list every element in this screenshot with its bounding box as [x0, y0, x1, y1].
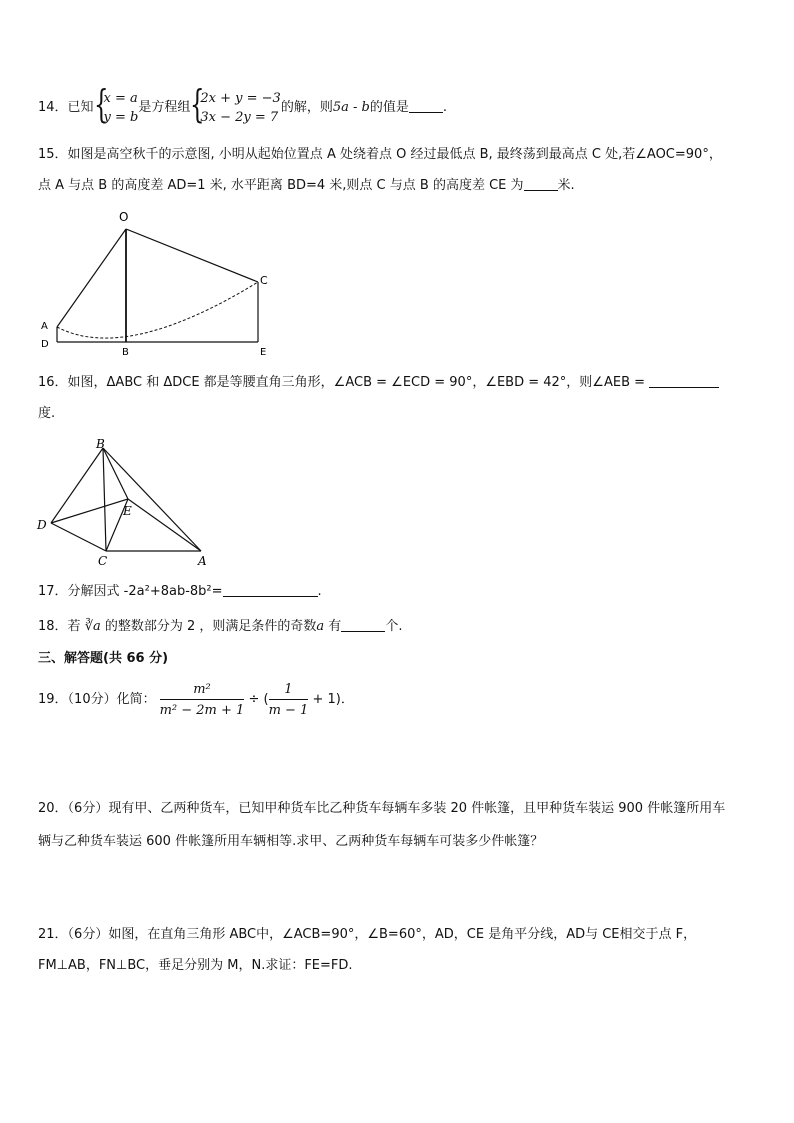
q18-pre: 18．若	[38, 619, 85, 634]
q19-fraction-1	[160, 681, 245, 719]
q15-line-2-text: 点 A 与点 B 的高度差 AD=1 米, 水平距离 BD=4 米,则点 C 与点 B 的高度差 CE 为	[38, 178, 524, 193]
q20-line-2: 辆与乙种货车装运 600 件帐篷所用车辆相等.求甲、乙两种货车每辆车可装多少件帐篷？	[38, 834, 544, 849]
label-E: E	[260, 347, 267, 358]
q15-answer-blank[interactable]	[524, 176, 558, 191]
q20-line-1: 20．（6分）现有甲、乙两种货车，已知甲种货车比乙种货车每辆车多装 20 件帐篷，且甲种货车装运 900 件帐篷所用车	[38, 801, 726, 816]
q16-line-2: 度.	[38, 406, 56, 421]
q17-answer-blank[interactable]	[223, 582, 318, 597]
q19-f2-denominator: m − 1	[268, 702, 309, 718]
q18-mid: 的整数部分为 2 ，则满足条件的奇数	[100, 619, 317, 634]
question-14	[38, 81, 448, 128]
left-brace-icon: {	[93, 81, 109, 126]
q19-f1-numerator: m²	[160, 681, 245, 700]
q16-answer-blank[interactable]	[649, 373, 719, 388]
q18-has: 有	[324, 619, 342, 634]
q15-line-2	[38, 176, 575, 196]
question-19	[38, 680, 354, 720]
q17-dot: .	[317, 584, 322, 599]
q14-sys2-row1: 2x + y = −3	[200, 90, 281, 106]
q15-swing-figure	[30, 205, 290, 365]
segment-BC	[103, 448, 106, 551]
q17-text: 17．分解因式 -2a²+8ab-8b²=	[38, 584, 223, 599]
q18-end: 个.	[385, 619, 403, 634]
label-B: B	[122, 347, 129, 358]
q19-f1-denominator: m² − 2m + 1	[159, 702, 245, 718]
label-C: C	[260, 274, 268, 287]
segment-OA	[57, 229, 126, 327]
label-D: D	[37, 518, 47, 532]
label-D: D	[41, 339, 49, 350]
label-C: C	[98, 554, 108, 568]
q19-tail: + 1)．	[308, 692, 354, 707]
label-E: E	[123, 504, 132, 518]
q15-line-1: 15．如图是高空秋千的示意图, 小明从起始位置点 A 处绕着点 O 经过最低点 B, 最终荡到最高点 C 处,若∠AOC=90°，	[38, 147, 722, 162]
q18-answer-blank[interactable]	[341, 617, 385, 632]
q18-cube-root: ∛a	[84, 619, 101, 634]
swing-arc	[57, 282, 258, 338]
q14-dot: .	[442, 100, 448, 115]
segment-OC	[126, 229, 258, 282]
segment-BA	[103, 448, 201, 551]
q21-line-1: 21．（6分）如图，在直角三角形 ABC中，∠ACB=90°，∠B=60°，AD，CE 是角平分线，AD与 CE相交于点 F，	[38, 927, 697, 942]
label-A: A	[198, 554, 207, 568]
segment-BE	[103, 448, 128, 499]
q19-pre: 19．（10分）化简：	[38, 692, 156, 707]
question-17	[38, 582, 322, 602]
q14-system-solution	[93, 81, 139, 127]
segment-DB	[51, 448, 103, 523]
q14-mid-text: 是方程组	[138, 100, 191, 115]
q19-operator: ÷ (	[244, 692, 269, 707]
q16-line-1-text: 16．如图，ΔABC 和 ΔDCE 都是等腰直角三角形，∠ACB = ∠ECD = 90°，∠EBD = 42°，则∠AEB =	[38, 375, 646, 390]
q21-line-2: FM⊥AB，FN⊥BC，垂足分别为 M，N.求证：FE=FD.	[38, 958, 353, 973]
q16-line-1	[38, 373, 719, 393]
q14-sys1-row2: y = b	[103, 109, 139, 125]
segment-DE	[51, 499, 128, 523]
label-O: O	[119, 210, 129, 224]
label-B: B	[96, 437, 105, 451]
q19-fraction-2	[269, 681, 309, 719]
left-brace-icon: {	[190, 81, 205, 126]
q19-f2-numerator: 1	[269, 681, 309, 700]
q14-tail-text: 的解，则	[280, 100, 333, 115]
q14-sys1-row1: x = a	[103, 90, 138, 106]
question-18	[38, 617, 402, 637]
q18-variable: a	[316, 619, 325, 634]
q14-end-text: 的值是	[369, 100, 409, 115]
q14-answer-blank[interactable]	[409, 98, 443, 113]
label-A: A	[41, 321, 48, 332]
segment-DC	[51, 523, 106, 551]
q14-number: 14．已知	[38, 100, 94, 115]
q14-system-equations	[190, 81, 281, 127]
q14-expression: 5a - b	[332, 100, 370, 115]
q14-sys2-row2: 3x − 2y = 7	[200, 109, 279, 125]
q16-triangles-figure	[30, 436, 220, 571]
section-heading: 三、解答题(共 66 分)	[38, 651, 169, 666]
q15-unit: 米.	[557, 178, 575, 193]
segment-EA	[128, 499, 201, 551]
